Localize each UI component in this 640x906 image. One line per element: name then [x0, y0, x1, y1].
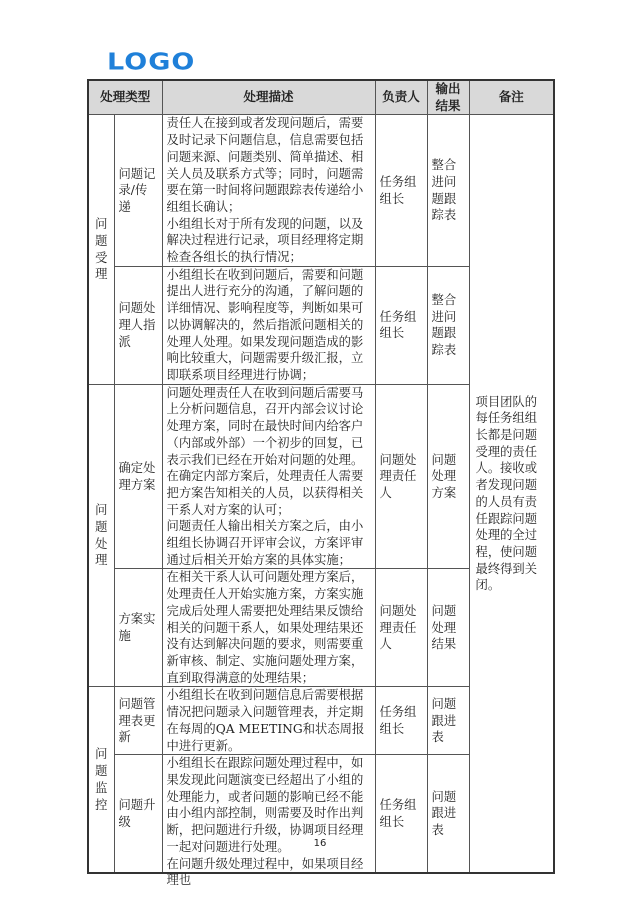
desc-cell: 问题处理责任人在收到问题后需要马上分析问题信息，召开内部会议讨论处理方案，同时在最快时间内给客户（内部或外部）一个初步的回复，已表示我们已经在开始对问题的处理。在确定内部方案后，处理责任人需要把方案告知相关的人员，以获得相关干系人对方案的认可； 问题责任人输出相关方案之后，由小组组长协调召开评审会议，方案评审通过后相关开始方案的具体实施；: [162, 384, 375, 569]
owner-cell: 问题处理责任人: [375, 569, 427, 687]
owner-cell: 任务组组长: [375, 687, 427, 755]
owner-cell: 任务组组长: [375, 115, 427, 266]
output-cell: 整合进问题跟踪表: [427, 115, 469, 266]
header-owner: 负责人: [375, 80, 427, 115]
group-cell: 问题监控: [88, 687, 114, 873]
sub-type-cell: 问题管理表更新: [114, 687, 162, 755]
owner-cell: 问题处理责任人: [375, 384, 427, 569]
desc-cell: 小组组长在收到问题后，需要和问题提出人进行充分的沟通，了解问题的详细情况、影响程度等，判断如果可以协调解决的，然后指派问题相关的处理人处理。如果发现问题造成的影响比较重大，问题需要升级汇报，立即联系项目经理进行协调；: [162, 266, 375, 384]
output-cell: 问题跟进表: [427, 755, 469, 874]
table-header-row: [88, 80, 554, 115]
sub-type-cell: 问题升级: [114, 755, 162, 874]
header-note: 备注: [469, 80, 554, 115]
desc-cell: 小组组长在收到问题信息后需要根据情况把问题录入问题管理表，并定期在每周的QA MEETING和状态周报中进行更新。: [162, 687, 375, 755]
owner-cell: 任务组组长: [375, 755, 427, 874]
table-row: [88, 115, 554, 266]
sub-type-cell: 确定处理方案: [114, 384, 162, 569]
logo: LOGO: [107, 49, 196, 76]
header-type: 处理类型: [88, 80, 162, 115]
group-cell: 问题处理: [88, 384, 114, 687]
desc-cell: 小组组长在跟踪问题处理过程中，如果发现此问题演变已经超出了小组的处理能力，或者问题的影响已经不能由小组内部控制，则需要及时作出判断，把问题进行升级，协调项目经理一起对问题进行处理。 在问题升级处理过程中，如果项目经理也: [162, 755, 375, 874]
sub-type-cell: 方案实施: [114, 569, 162, 687]
header-desc: 处理描述: [162, 80, 375, 115]
sub-type-cell: 问题记录/传递: [114, 115, 162, 266]
issue-process-table: [87, 79, 555, 888]
output-cell: 问题处理方案: [427, 384, 469, 569]
desc-cell: 在相关干系人认可问题处理方案后，处理责任人开始实施方案，方案实施完成后处理人需要把处理结果反馈给相关的问题干系人，如果处理结果还没有达到解决问题的要求，则需要重新审核、制定、实施问题处理方案，直到取得满意的处理结果；: [162, 569, 375, 687]
note-cell: 项目团队的每任务组组长都是问题受理的责任人。接收或者发现问题的人员有责任跟踪问题处理的全过程，使问题最终得到关闭。: [469, 115, 554, 873]
group-cell: 问题受理: [88, 115, 114, 384]
owner-cell: 任务组组长: [375, 266, 427, 384]
output-cell: 问题跟进表: [427, 687, 469, 755]
sub-type-cell: 问题处理人指派: [114, 266, 162, 384]
page-number: 16: [313, 838, 327, 849]
header-output: 输出结果: [427, 80, 469, 115]
output-cell: 整合进问题跟踪表: [427, 266, 469, 384]
desc-cell: 责任人在接到或者发现问题后，需要及时记录下问题信息，信息需要包括问题来源、问题类别、简单描述、相关人员及联系方式等；同时，问题需要在第一时间将问题跟踪表传递给小组组长确认； 小组组长对于所有发现的问题，以及解决过程进行记录，项目经理将定期检查各组长的执行情况；: [162, 115, 375, 266]
output-cell: 问题处理结果: [427, 569, 469, 687]
